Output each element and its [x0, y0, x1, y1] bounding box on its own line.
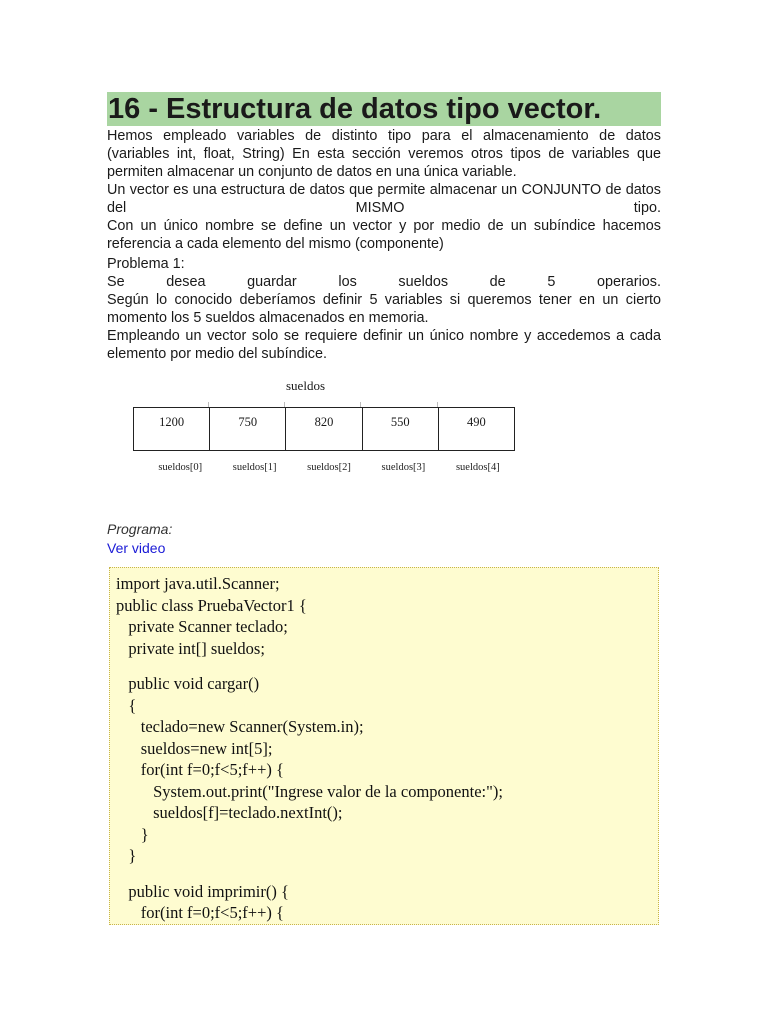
code-block [109, 567, 659, 925]
tick-mark [208, 402, 209, 407]
cell-value: 550 [390, 415, 410, 429]
vector-cell [210, 408, 286, 450]
cell-value: 1200 [159, 415, 185, 429]
code-blank-line [110, 659, 658, 673]
tick-mark [437, 402, 438, 407]
tick-mark [360, 402, 361, 407]
vector-name: sueldos [286, 378, 325, 393]
intro-paragraph-1: Hemos empleado variables de distinto tipo para el almacenamiento de datos (variables int, float, String) En esta sección veremos otros tipos de variables que permiten almacenar un conjunto de datos en una única variable. [107, 128, 661, 180]
index-label: sueldos[3] [381, 462, 426, 473]
programa-label: Programa: [107, 521, 173, 537]
code-line: System.out.print("Ingrese valor de la componente:"); [116, 781, 503, 801]
cell-value: 490 [467, 415, 486, 429]
code-line: sueldos=new int[5]; [116, 738, 273, 758]
ver-video-link[interactable]: Ver video [107, 540, 166, 556]
code-line: private int[] sueldos; [116, 638, 265, 658]
code-line: import java.util.Scanner; [116, 574, 280, 593]
code-line: teclado=new Scanner(System.in); [116, 717, 364, 736]
code-line: public void cargar() [116, 674, 260, 693]
tick-mark [284, 402, 285, 407]
vector-cell [363, 408, 439, 450]
problem-paragraph-3: Empleando un vector solo se requiere definir un único nombre y accedemos a cada elemento por medio del subíndice. [107, 328, 661, 362]
code-line: sueldos[f]=teclado.nextInt(); [116, 803, 343, 822]
index-label: sueldos[4] [455, 462, 500, 473]
code-line: for(int f=0;f<5;f++) { [116, 760, 284, 779]
intro-paragraph-3: Con un único nombre se define un vector y por medio de un subíndice hacemos referencia a cada elemento del mismo (componente) [107, 218, 661, 252]
problem-paragraph-2: Según lo conocido deberíamos definir 5 variables si queremos tener en un cierto momento los 5 sueldos almacenados en memoria. [107, 292, 661, 326]
page-title: 16 - Estructura de datos tipo vector. [107, 92, 661, 126]
article [107, 92, 661, 363]
code-line: for(int f=0;f<5;f++) { [116, 903, 284, 922]
cell-value: 750 [238, 415, 258, 429]
index-label: sueldos[1] [232, 462, 277, 473]
vector-cell [134, 408, 210, 450]
code-line: } [116, 824, 149, 844]
code-line: private Scanner teclado; [116, 617, 288, 636]
code-line: } [116, 846, 137, 865]
vector-diagram [133, 376, 515, 480]
code-line: { [116, 695, 137, 715]
code-line: public class PruebaVector1 { [116, 595, 307, 615]
vector-cell [286, 408, 362, 450]
index-label: sueldos[0] [158, 462, 203, 473]
vector-cells [133, 407, 515, 451]
problem-label: Problema 1: [107, 256, 185, 272]
index-labels [143, 462, 515, 473]
vector-cell [439, 408, 514, 450]
code-line: public void imprimir() { [116, 881, 289, 901]
intro-paragraph-2: Un vector es una estructura de datos que permite almacenar un CONJUNTO de datos del MISMO tipo. [107, 182, 661, 216]
cell-value: 820 [314, 415, 334, 429]
code-blank-line [110, 867, 658, 881]
index-label: sueldos[2] [307, 462, 351, 473]
problem-paragraph-1: Se desea guardar los sueldos de 5 operarios. [107, 274, 661, 290]
